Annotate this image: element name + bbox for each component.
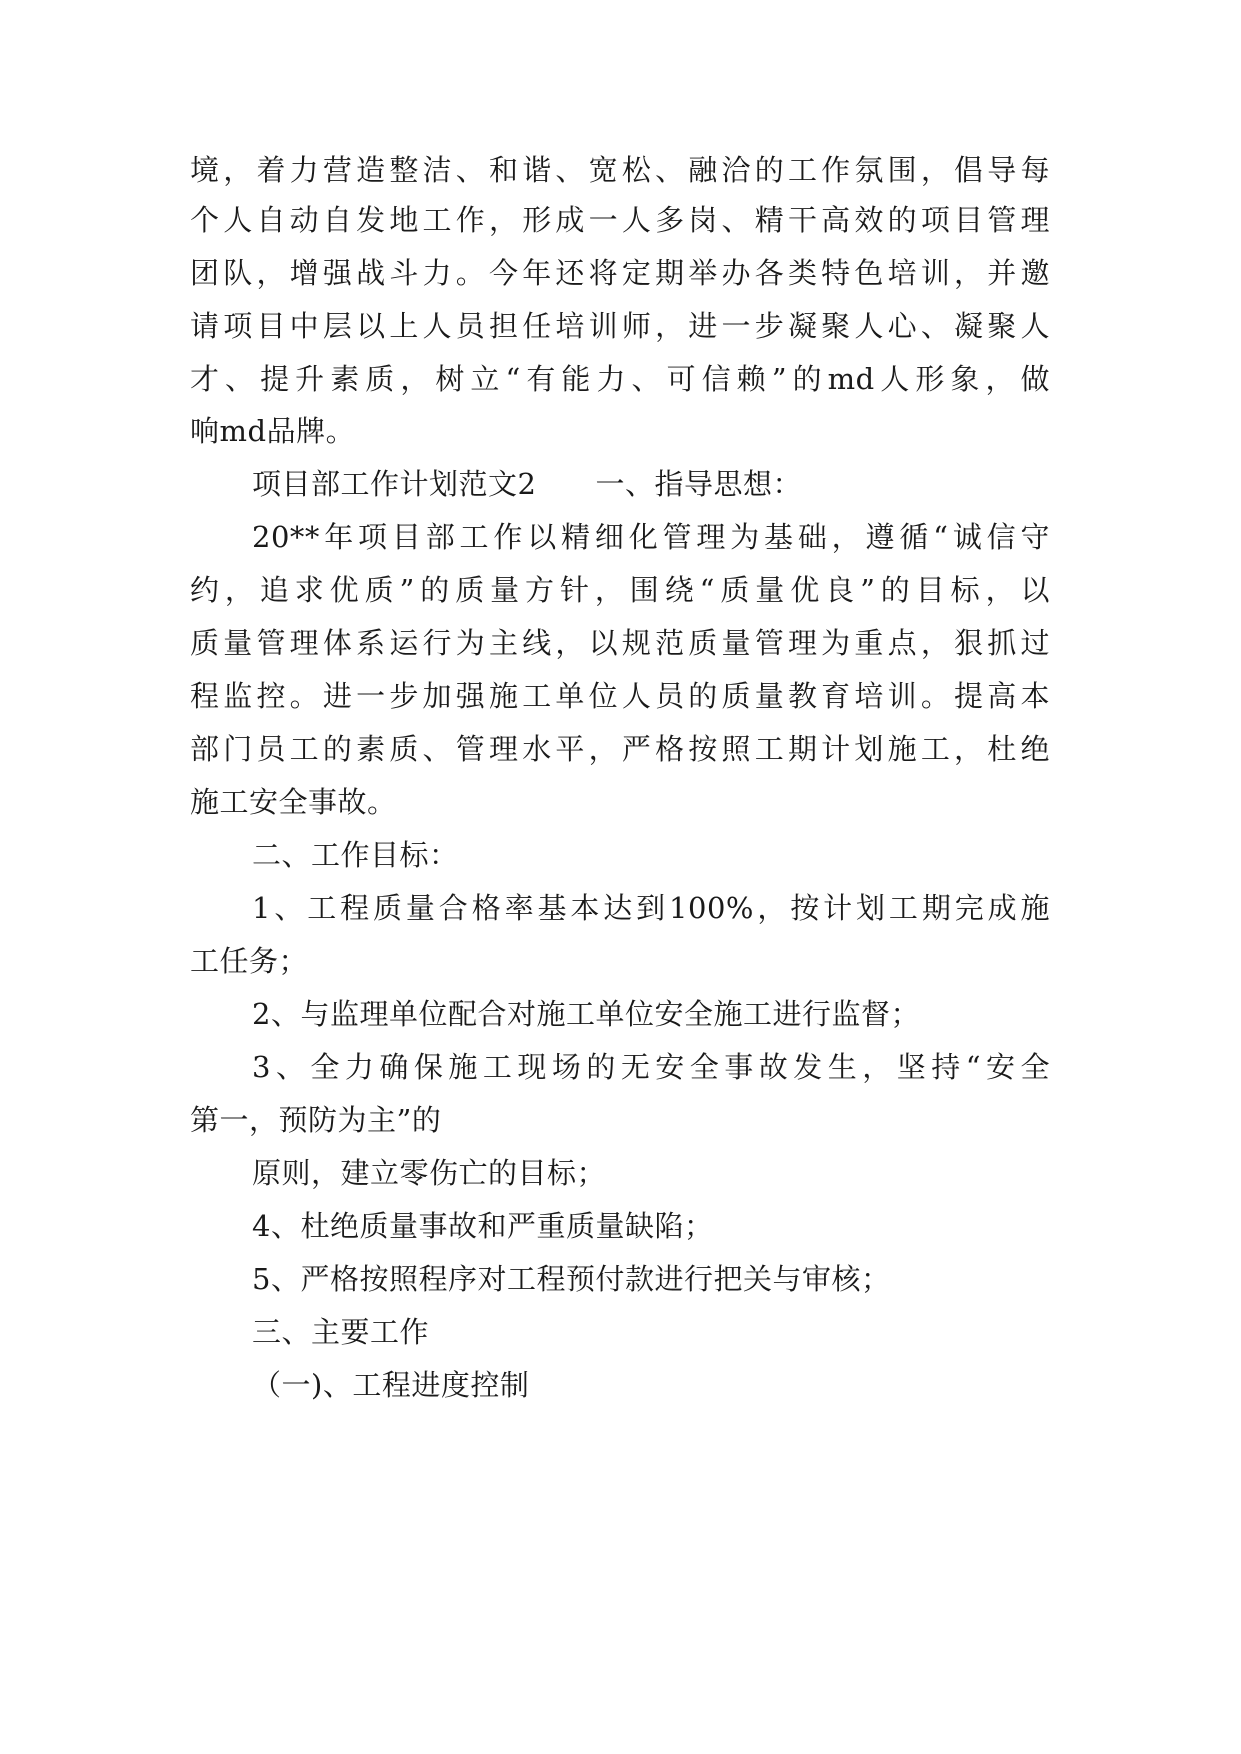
list-item: 5、严格按照程序对工程预付款进行把关与审核； (252, 1262, 891, 1296)
section-heading: 三、主要工作 (252, 1315, 430, 1349)
section-heading: 二、工作目标： (252, 838, 459, 872)
text-line: 工任务； (190, 944, 309, 978)
text-line: 个人自动自发地工作，形成一人多岗、精干高效的项目管理 (190, 203, 1050, 237)
text-line: 第一，预防为主”的 (190, 1103, 442, 1137)
list-item: 3、全力确保施工现场的无安全事故发生，坚持“安全 (252, 1050, 1050, 1084)
text-line: 施工安全事故。 (190, 785, 397, 819)
text-line: 请项目中层以上人员担任培训师，进一步凝聚人心、凝聚人 (190, 309, 1050, 343)
text-line: 质量管理体系运行为主线，以规范质量管理为重点，狠抓过 (190, 626, 1050, 660)
text-line: 团队，增强战斗力。今年还将定期举办各类特色培训，并邀 (190, 256, 1050, 290)
text-line: 境，着力营造整洁、和谐、宽松、融洽的工作氛围，倡导每 (190, 153, 1050, 187)
text-line: 约，追求优质”的质量方针，围绕“质量优良”的目标，以 (190, 573, 1050, 607)
text-line: 程监控。进一步加强施工单位人员的质量教育培训。提高本 (190, 679, 1050, 713)
text-line: 才、提升素质，树立“有能力、可信赖”的md人形象，做 (190, 362, 1050, 396)
text-line: 部门员工的素质、管理水平，严格按照工期计划施工，杜绝 (190, 732, 1050, 766)
section-heading: 项目部工作计划范文2 一、指导思想： (252, 467, 802, 501)
text-line: 响md品牌。 (190, 414, 356, 448)
list-item: 2、与监理单位配合对施工单位安全施工进行监督； (252, 997, 920, 1031)
text-line: 原则，建立零伤亡的目标； (252, 1156, 607, 1190)
text-line: 20**年项目部工作以精细化管理为基础，遵循“诚信守 (252, 520, 1050, 554)
list-item: 4、杜绝质量事故和严重质量缺陷； (252, 1209, 714, 1243)
subsection-heading: （一)、工程进度控制 (252, 1368, 530, 1402)
list-item: 1、工程质量合格率基本达到100%，按计划工期完成施 (252, 891, 1050, 925)
